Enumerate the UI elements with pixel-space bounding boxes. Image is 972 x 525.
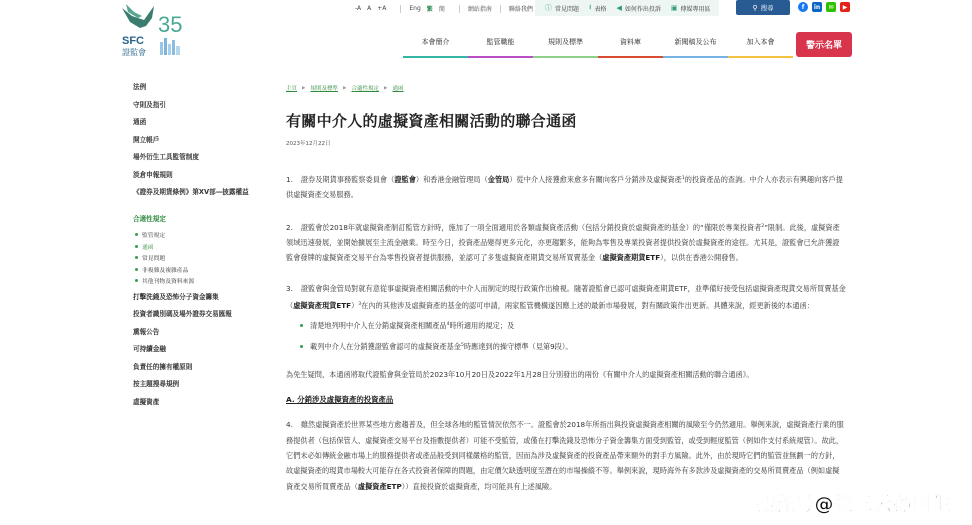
page-title: 有關中介人的虛擬資產相關活動的聯合通函 — [286, 112, 577, 130]
footnote-ref[interactable]: 3 — [358, 301, 362, 307]
bullet-icon — [300, 324, 303, 327]
bullet-icon — [135, 233, 138, 236]
font-increase-button[interactable]: +A — [377, 5, 387, 12]
text: 時所適用的規定；及 — [449, 321, 515, 331]
text: 載列中介人在分銷獲證監會認可的虛擬資產基金 — [310, 342, 461, 352]
bullet-icon — [135, 256, 138, 259]
text: ），以供在香港公開發售。 — [660, 253, 743, 263]
breadcrumb-circulars[interactable]: 通函 — [392, 86, 404, 92]
contact-us-link[interactable]: 聯絡我們 — [508, 6, 533, 13]
sidebar-sub-requirements[interactable] — [133, 229, 273, 241]
text: 證監會於2018年就虛擬資產制訂監管方針時，施加了一項全面適用於各類虛擬資產活動（包括分銷投資於虛擬資產的基金）的“僅限於專業投資者 — [300, 222, 762, 232]
site-guide-link[interactable]: 網站指南 — [467, 6, 492, 13]
download-icon: ⭳ — [589, 2, 592, 11]
social-links — [798, 2, 854, 12]
forms-label: 表格 — [594, 5, 607, 13]
sidebar-item-investor-id[interactable]: 投資者識別碼及場外證券交易匯報 — [133, 310, 232, 318]
linkedin-icon[interactable]: in — [813, 3, 821, 11]
publish-date: 2023年12月22日 — [286, 141, 331, 147]
sfc-eagle-logo-icon — [118, 2, 198, 58]
chevron-right-icon: ▶ — [383, 85, 388, 91]
sidebar-item-short-position[interactable]: 淡倉申報規則 — [133, 170, 173, 179]
lang-traditional-chinese[interactable]: 繁 — [426, 6, 433, 13]
sidebar-sub-complex-products[interactable] — [133, 264, 273, 276]
sidebar-item-gazette[interactable]: 熏報公告 — [133, 327, 160, 336]
text: ”限制。此後，虛擬資產領域迅速發展，並開始擴展至主流金融業。時至今日，投資產品變得更多元化，亦更趨繁多，能夠為零售及專業投資者提供投資於虛擬資產的途徑。尤其是，證監會已允許獲證監會發牌的虛擬資產交易平台為零售投資者提供服務，並認可了多隻虛擬資產期貨交易所買賣基金（ — [286, 222, 840, 263]
sidebar-item-aml[interactable]: 打擊洗錢及恐怖分子資金籌集 — [133, 292, 219, 301]
footnote-ref[interactable]: 1 — [681, 176, 685, 181]
para-number: 2. — [286, 222, 293, 232]
sidebar-sub-faq[interactable] — [133, 252, 273, 264]
sidebar-item-otc-derivatives[interactable]: 場外衍生工具監管制度 — [133, 153, 199, 161]
wechat-icon[interactable]: ✉ — [826, 2, 836, 12]
nav-regulatory-functions[interactable]: 監管職能 — [468, 28, 533, 58]
sub-label: 通函 — [142, 244, 154, 251]
complaint-label: 如何作出投訴 — [624, 5, 661, 13]
bullet-list — [286, 319, 846, 361]
paragraph-note: 為免生疑問，本通函將取代證監會與金管局於2023年10月20日及2022年1月28日分別發出的兩份《有關中介人的虛擬資產相關活動的聯合通函》。 — [286, 370, 754, 380]
search-label: 搜尋 — [760, 4, 774, 12]
quick-links-bar — [535, 0, 719, 16]
paragraph-3 — [286, 281, 846, 313]
breadcrumb-rules-standards[interactable]: 規則及標準 — [310, 86, 338, 92]
text: 在內的其他涉及虛擬資產的基金的認可申請，兩家監管機構遂因應上述的最新市場發展，對有關政策作出更新。具體來說，經更新後的本通函： — [361, 300, 814, 310]
defined-term: 虛擬資產ETP — [357, 481, 402, 491]
svg-text:證監會: 證監會 — [122, 48, 146, 57]
defined-term: 證監會 — [394, 175, 416, 184]
divider — [400, 5, 401, 13]
bullet-icon — [135, 279, 138, 282]
lang-simplified-chinese[interactable]: 簡 — [438, 6, 445, 13]
font-default-button[interactable]: A — [367, 5, 372, 12]
sidebar-item-stewardship[interactable]: 負責任的擁有權原則 — [133, 362, 193, 371]
divider — [500, 5, 501, 13]
sfc-logo[interactable] — [118, 2, 198, 58]
bullet-icon — [135, 245, 138, 248]
breadcrumb-home[interactable]: 主頁 — [286, 86, 298, 92]
paragraph-2 — [286, 219, 846, 266]
sidebar-item-circulars[interactable]: 通函 — [133, 118, 147, 126]
text: 雖然虛擬資產於世界某些地方愈趨普及，但全球各地的監管情況依然不一。證監會於2018年所指出與投資虛擬資產相關的風險至今仍然適用。舉例來說，虛擬資產行業的服務提供者（包括保管人、虛擬資產交易平台及指數提供者）可能不受監管，或僅在打擊洗錢及恐怖分子資金籌集方面受到監管，或受到輕度監管（例如作支付系統規管）。故此，它們未必如傳統金融市場上的服務提供者或產品般受到同樣嚴格的監管，因而為涉及虛擬資產的投資產品帶來額外的對手方風險。此外，由於現時它們的監管並無劃一的方針，故虛擬資產的現貨市場較大可能存在各式投資者保障的問題，由定價欠缺透明度至潛在的市場操縱不等。舉例來說，現時海外有多款涉及虛擬資產的交易所買賣產品（例如虛擬資產交易所買賣產品（ — [286, 420, 844, 491]
sidebar-item-sfo-part-xv[interactable]: 《證券及期貨條例》第XV部—披露權益 — [133, 188, 249, 196]
faq-link[interactable] — [545, 3, 579, 13]
question-circle-icon: ⓘ — [545, 4, 552, 12]
sidebar-item-account-opening[interactable]: 開立帳戶 — [133, 135, 160, 144]
chevron-right-icon: ▶ — [302, 85, 306, 91]
svg-text:SFC: SFC — [122, 35, 144, 47]
utility-bar — [355, 2, 533, 15]
footnote-ref[interactable]: 5 — [460, 343, 464, 349]
para-number: 1. — [286, 175, 293, 184]
nav-careers[interactable]: 加入本會 — [728, 28, 793, 58]
sub-label: 監管規定 — [142, 233, 166, 240]
main-nav — [403, 28, 793, 58]
sidebar-sub-circulars[interactable] — [133, 241, 273, 253]
text: 清楚地列明中介人在分銷虛擬資產相關產品 — [310, 321, 447, 331]
svg-text:35: 35 — [158, 12, 183, 37]
para-number: 3. — [286, 284, 293, 294]
search-icon: ⚲ — [752, 3, 758, 12]
text: ））直接投資於虛擬資產，均可能具有上述風險。 — [401, 481, 557, 491]
list-item-text — [310, 319, 514, 332]
divider — [459, 5, 460, 13]
footnote-ref[interactable]: 2 — [761, 223, 765, 229]
breadcrumb-suitability[interactable]: 合適性規定 — [351, 86, 379, 92]
defined-term: 金管局 — [487, 175, 510, 184]
sidebar — [133, 83, 273, 415]
paragraph-1 — [286, 171, 846, 203]
alert-list-button[interactable]: 警示名單 — [796, 32, 852, 57]
text: 的投資產品的查詢。中介人亦表示有興趣向客戶提供虛擬資產交易服務。 — [286, 175, 843, 200]
list-item — [300, 319, 846, 340]
text: ）從中介人接獲愈來愈多有關向客戶分銷涉及虛擬資產 — [509, 175, 682, 184]
para-number: 4. — [286, 420, 293, 430]
sidebar-item-codes-guidelines[interactable]: 守則及指引 — [133, 100, 166, 109]
footnote-ref[interactable]: 4 — [446, 322, 450, 328]
media-label: 傳媒專用區 — [680, 5, 711, 13]
defined-term: 虛擬資產現貨ETF — [293, 300, 352, 310]
text: ）和香港金融管理局（ — [415, 175, 488, 184]
sub-label: 常見問題 — [142, 256, 166, 263]
image-icon: ▣ — [670, 4, 678, 12]
megaphone-icon: ◀ — [616, 4, 622, 12]
sidebar-item-legislation[interactable]: 法例 — [133, 83, 147, 91]
search-button[interactable] — [736, 0, 790, 15]
sidebar-item-sustainable-finance[interactable]: 可持續金融 — [133, 345, 166, 353]
font-decrease-button[interactable]: -A — [355, 5, 362, 12]
lang-english[interactable]: Eng — [409, 5, 421, 12]
text: 證券及期貨事務監察委員會（ — [300, 175, 395, 184]
bullet-icon — [300, 345, 303, 348]
list-item-text — [310, 340, 573, 353]
faq-label: 常見問題 — [555, 5, 580, 13]
media-link[interactable] — [671, 4, 711, 13]
forms-link[interactable] — [589, 3, 606, 14]
nav-news[interactable]: 新聞稿及公布 — [663, 28, 728, 58]
youtube-icon[interactable]: ▶ — [840, 2, 850, 12]
chevron-right-icon: ▶ — [343, 85, 347, 91]
text: 時應達到的操守標準（見第9段）。 — [463, 342, 573, 352]
sub-label: 其他刊物及資料來源 — [142, 279, 195, 286]
nav-rules-standards[interactable]: 規則及標準 — [533, 28, 598, 58]
bullet-icon — [135, 268, 138, 271]
watermark: 搜狐号@微三云孙国生 — [756, 493, 952, 515]
sidebar-sub-other-publications[interactable] — [133, 275, 273, 287]
sidebar-item-virtual-assets[interactable]: 虛擬資產 — [133, 397, 160, 406]
nav-database[interactable]: 資料庫 — [598, 28, 663, 58]
sidebar-item-suitability[interactable]: 合適性規定 — [133, 215, 166, 223]
nav-about[interactable]: 本會簡介 — [403, 28, 468, 58]
sub-label: 非複雜及複雜產品 — [142, 267, 189, 274]
text: ） — [351, 300, 359, 310]
complaint-link[interactable] — [616, 4, 660, 13]
breadcrumb — [286, 83, 846, 93]
section-heading-a: A. 分銷涉及虛擬資產的投資產品 — [286, 395, 394, 405]
text: 證監會與金管局對就有意從事虛擬資產相關活動的中介人而制定的現行政策作出檢視。隨著證監會已認可虛擬資產期貨ETF，並準備好接受包括虛擬資產現貨交易所買賣基金（ — [286, 284, 846, 310]
main-content — [286, 83, 846, 494]
defined-term: 虛擬資產期貨ETF — [602, 253, 661, 263]
sidebar-item-search-by-topic[interactable]: 按主題搜尋規例 — [133, 380, 180, 388]
list-item — [300, 340, 846, 361]
facebook-icon[interactable]: f — [798, 2, 808, 12]
paragraph-4 — [286, 417, 846, 493]
